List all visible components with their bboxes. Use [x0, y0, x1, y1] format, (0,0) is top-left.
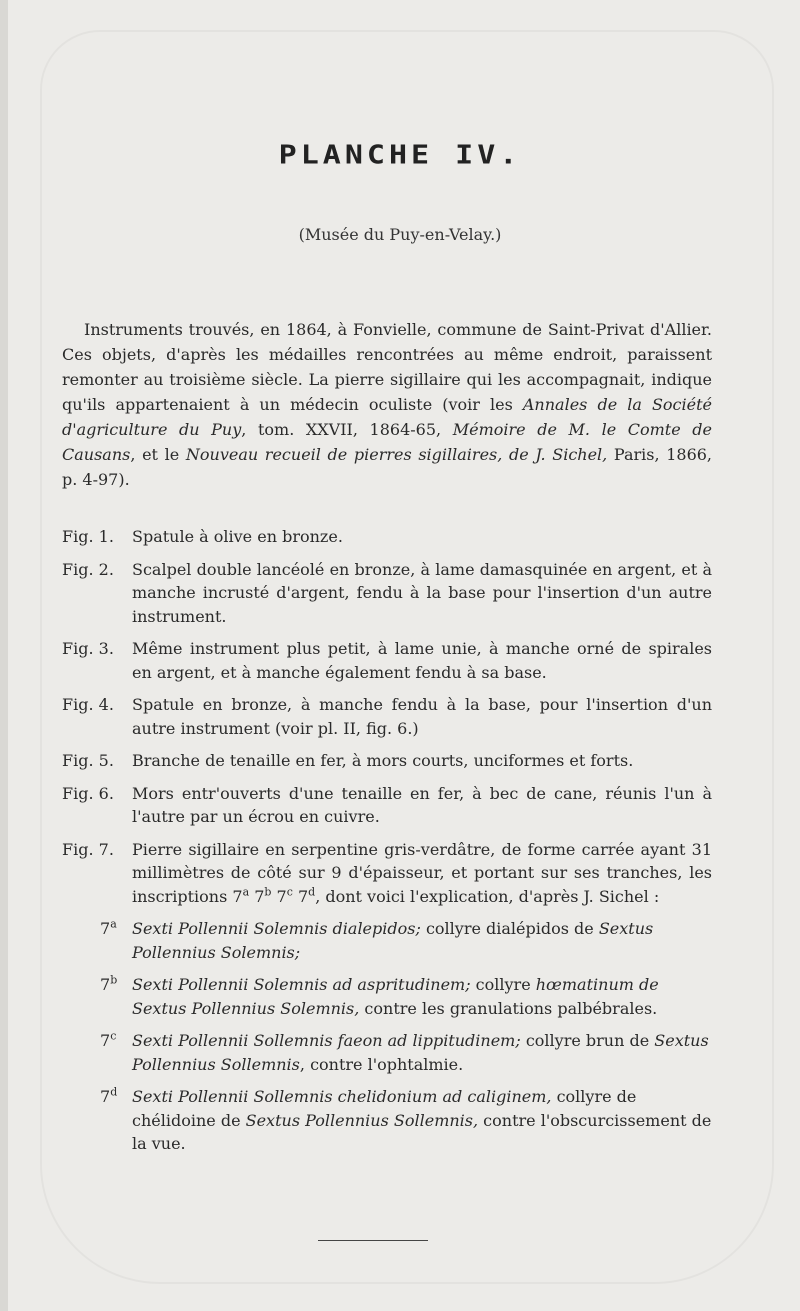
- inscription-item: 7$^b$ Sexti Pollennii Solemnis ad aspritudinem; collyre hœmatinum de Sextus Pollennius Solemnis, contre les granulations palbébrales.: [100, 973, 659, 1018]
- figure-item: Fig. 2. Scalpel double lancéolé en bronze, à lame damasquinée en argent, et à manche incrusté d'argent, fendu à la base pour l'insertion d'un autre instrument.: [62, 559, 712, 626]
- inscription-item: 7$^a$ Sexti Pollennii Solemnis dialepidos; collyre dialépidos de Sextus Pollennius Solemnis;: [100, 917, 654, 962]
- figure-item: Fig. 5. Branche de tenaille en fer, à mors courts, unciformes et forts.: [62, 751, 634, 770]
- figure-item: Fig. 3. Même instrument plus petit, à lame unie, à manche orné de spirales en argent, et à manche également fendu à sa base.: [62, 639, 712, 682]
- figure-item: Fig. 1. Spatule à olive en bronze.: [62, 527, 343, 546]
- page-edge: [0, 0, 8, 1311]
- inscription-item: 7$^c$ Sexti Pollennii Sollemnis faeon ad lippitudinem; collyre brun de Sextus Pollennius Sollemnis, contre l'ophtalmie.: [100, 1029, 709, 1074]
- intro-paragraph: Instruments trouvés, en 1864, à Fonvielle, commune de Saint-Privat d'Allier. Ces objets, d'après les médailles rencontrées au même endroit, paraissent remonter au troisième siècle. La pierre sigillaire qui les accompagnait, indique qu'ils appartenaient à un médecin oculiste (voir les Annales de la Société d'agriculture du Puy, tom. XXVII, 1864-65, Mémoire de M. le Comte de Causans, et le Nouveau recueil de pierres sigillaires, de J. Sichel, Paris, 1866, p. 4-97).: [62, 320, 713, 489]
- museum-subtitle: (Musée du Puy-en-Velay.): [298, 225, 502, 244]
- figure-item: Fig. 6. Mors entr'ouverts d'une tenaille en fer, à bec de cane, réunis l'un à l'autre par un écrou en cuivre.: [62, 783, 712, 826]
- page-title: PLANCHE IV.: [278, 140, 522, 171]
- end-rule: [318, 1240, 428, 1241]
- figure-item-7: Fig. 7. Pierre sigillaire en serpentine gris-verdâtre, de forme carrée ayant 31 millimètres de côté sur 9 d'épaisseur, et portant sur ses tranches, les inscriptions 7$^a$ 7$^b$ 7$^c$ 7$^d$, dont voici l'explication, d'après J. Sichel :: [62, 839, 712, 906]
- inscription-item: 7$^d$ Sexti Pollennii Sollemnis chelidonium ad caliginem, collyre de chélidoine de Sextus Pollennius Sollemnis, contre l'obscurcissement de la vue.: [100, 1085, 712, 1153]
- figure-item: Fig. 4. Spatule en bronze, à manche fendu à la base, pour l'insertion d'un autre instrument (voir pl. II, fig. 6.): [62, 695, 712, 738]
- figure-list: [62, 525, 712, 1165]
